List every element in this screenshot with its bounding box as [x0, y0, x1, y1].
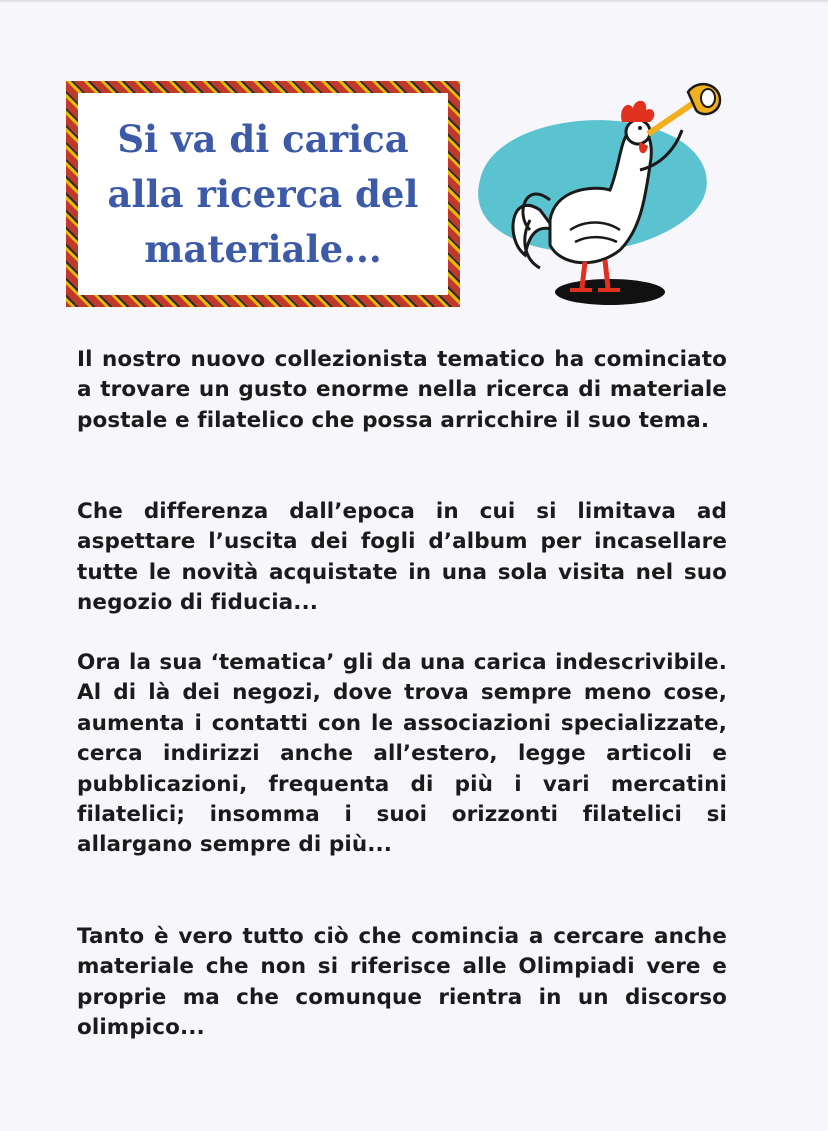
paragraph-2: Che differenza dall’epoca in cui si limitava ad aspettare l’uscita dei fogli d’album per incasellare tutte le novità acquistate in una sola visita nel suo negozio di fiducia...	[77, 499, 727, 616]
paragraph-1: Il nostro nuovo collezionista tematico ha cominciato a trovare un gusto enorme nella ricerca di materiale postale e filatelico che possa arricchire il suo tema.	[77, 347, 727, 433]
paragraph-3: Ora la sua ‘tematica’ gli da una carica indescrivibile. Al di là dei negozi, dove trova sempre meno cose, aumenta i contatti con le associazioni specializzate, cerca indirizzi anche all’estero, legge articoli e pubblicazioni, frequenta di più i vari mercatini filatelici; insomma i suoi orizzonti filatelici si allargano sempre di più...	[77, 650, 727, 858]
paragraph-4: Tanto è vero tutto ciò che comincia a cercare anche materiale che non si riferisce alle Olimpiadi vere e proprie ma che comunque rientra in un discorso olimpico...	[77, 924, 727, 1041]
page-top-edge	[0, 0, 828, 3]
title-line-1: Si va di carica	[117, 116, 409, 161]
rooster-trumpet-icon	[470, 70, 730, 310]
page-title	[100, 112, 427, 277]
title-line-3: materiale...	[144, 226, 382, 271]
title-frame	[66, 81, 460, 307]
title-line-2: alla ricerca del	[107, 171, 419, 216]
